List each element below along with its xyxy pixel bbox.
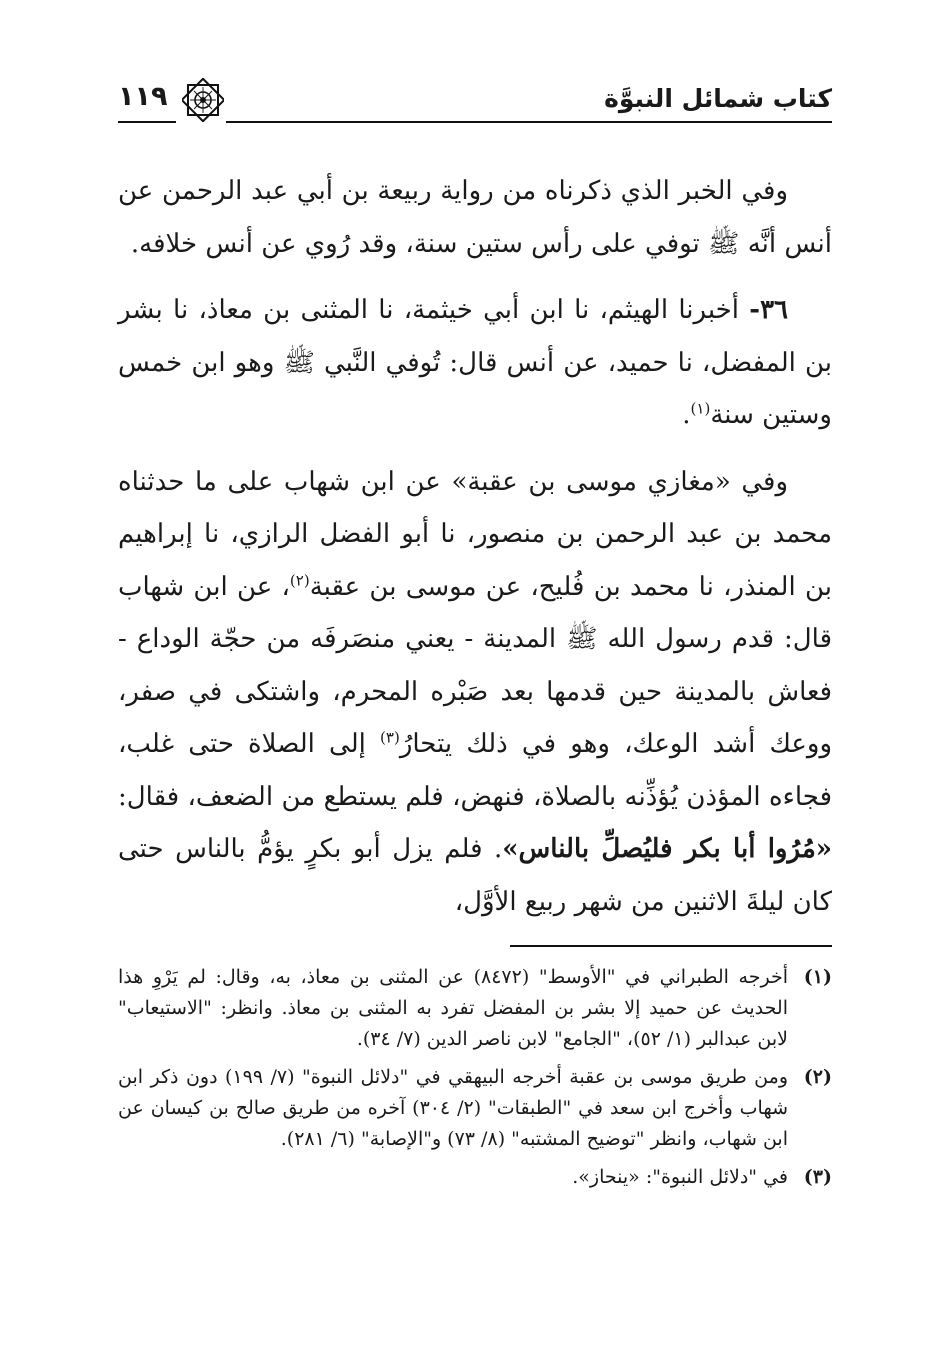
footnote-ref: (٣)	[380, 728, 400, 747]
paragraph-text: أخبرنا الهيثم، نا ابن أبي خيثمة، نا المثنى بن معاذ، نا بشر بن المفضل، نا حميد، عن أنس قال: تُوفي النَّبي ﷺ وهو ابن خمس وستين سنة	[118, 295, 832, 430]
paragraph	[118, 456, 832, 929]
hadith-number: ٣٦-	[749, 295, 788, 325]
footnote	[118, 1162, 832, 1193]
footnote-text: أخرجه الطبراني في "الأوسط" (٨٤٧٢) عن المثنى بن معاذ، به، وقال: لم يَرْوِ هذا الحديث عن حميد إلا بشر بن المفضل تفرد به المثنى بن معاذ. وانظر: "الاستيعاب" لابن عبدالبر (١/ ٥٢)، "الجامع" لابن ناصر الدين (٧/ ٣٤).	[118, 966, 788, 1050]
main-text	[118, 165, 832, 928]
footnote-separator	[510, 945, 832, 947]
footnote-number: (١)	[803, 966, 832, 988]
footnote-text: في "دلائل النبوة": «ينحاز».	[572, 1166, 788, 1188]
footnote	[118, 962, 832, 1055]
paragraph-text: إلى الصلاة حتى غلب، فجاءه المؤذن يُؤذِّنه بالصلاة، فنهض، فلم يستطع من الضعف، فقال:	[118, 729, 832, 812]
running-title: كتاب شمائل النبوَّة	[604, 84, 832, 113]
ornament-icon	[182, 78, 224, 122]
paragraph-text: ، عن ابن شهاب قال: قدم رسول الله ﷺ المدينة - يعني منصَرفَه من حجّة الوداع - فعاش بالمدينة حين قدمها بعد صَبْره المحرم، واشتكى في صفر، ووعك أشد الوعك، وهو في ذلك يتحارُ	[118, 571, 832, 759]
footnote-number: (٣)	[803, 1166, 832, 1188]
footnote-ref: (٢)	[289, 570, 310, 589]
footnotes	[118, 962, 832, 1200]
footnote-ref: (١)	[690, 399, 711, 418]
page-header	[118, 78, 832, 128]
hadith-36	[118, 284, 832, 442]
prophetic-quote: «مُرُوا أبا بكر فليُصلِّ بالناس»	[502, 834, 832, 864]
page-number: ١١٩	[118, 81, 168, 112]
paragraph-text: وفي الخبر الذي ذكرناه من رواية ربيعة بن أبي عبد الرحمن عن أنس أنَّه ﷺ توفي على رأس ستين سنة، وقد رُوي عن أنس خلافه.	[118, 176, 832, 259]
header-rule	[226, 121, 832, 123]
paragraph	[118, 165, 832, 270]
footnote	[118, 1062, 832, 1155]
footnote-number: (٢)	[803, 1066, 832, 1088]
paragraph-text: . فلم يزل أبو بكرٍ يؤمُّ بالناس حتى كان ليلةَ الاثنين من شهر ربيع الأوَّل،	[118, 834, 832, 917]
paragraph-text: وفي «مغازي موسى بن عقبة» عن ابن شهاب على ما حدثناه محمد بن عبد الرحمن بن منصور، نا أبو الفضل الرازي، نا إبراهيم بن المنذر، نا محمد بن فُليح، عن موسى بن عقبة	[118, 466, 833, 602]
paragraph-text: .	[682, 400, 691, 430]
page-number-rule	[118, 121, 176, 123]
footnote-text: ومن طريق موسى بن عقبة أخرجه البيهقي في "دلائل النبوة" (٧/ ١٩٩) دون ذكر ابن شهاب وأخرج ابن سعد في "الطبقات" (٢/ ٣٠٤) آخره من طريق صالح بن كيسان عن ابن شهاب، وانظر "توضيح المشتبه" (٨/ ٧٣) و"الإصابة" (٦/ ٢٨١).	[118, 1066, 788, 1150]
